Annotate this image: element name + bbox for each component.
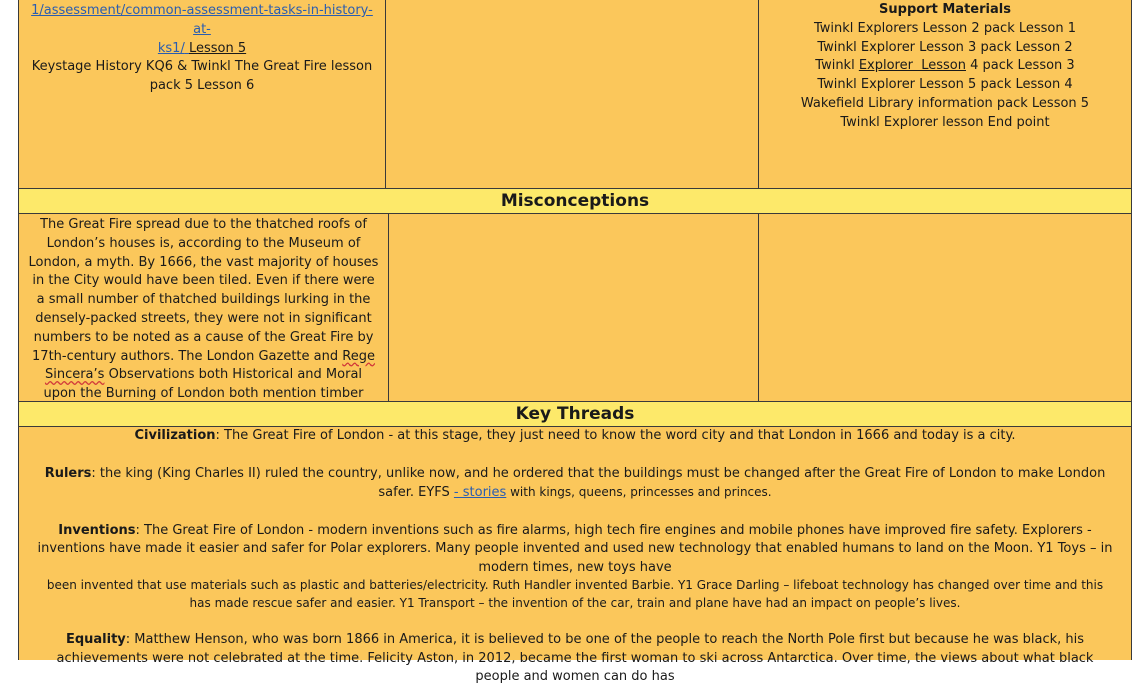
key-threads-title: Key Threads — [515, 404, 635, 424]
inventions-text: : The Great Fire of London - modern inventions such as fire alarms, high tech fire engines and mobile phones have improved fire safety. Explorers - inventions have made it easier and safer for Polar explorers. Many people invented and used new technology that enabled humans to land on the Moon. Y1 Toys – in modern times, new toys have — [37, 522, 1113, 575]
equality-term: Equality — [65, 632, 126, 647]
document-table — [18, 0, 1132, 684]
support-item: Twinkl Explorer lesson End point — [840, 114, 1050, 130]
equality-thread — [19, 631, 1131, 687]
support-item-3 — [759, 57, 1131, 76]
misconceptions-heading — [19, 189, 1131, 214]
resources-row — [19, 0, 1131, 189]
rulers-thread — [19, 465, 1131, 503]
inventions-thread-small: been invented that use materials such as plastic and batteries/electricity. Ruth Handler invented Barbie. Y1 Grace Darling – lifeboat technology has changed over time and this has made rescue safer and easier. Y1 Transport – the invention of the car, train and plane have had an impact on people’s lives. — [46, 578, 1104, 610]
lesson5-label: Lesson 5 — [188, 40, 247, 56]
support-materials-cell — [759, 0, 1131, 188]
rulers-term: Rulers — [44, 465, 92, 481]
inventions-term: Inventions — [58, 522, 136, 538]
support-materials-title: Support Materials — [879, 2, 1011, 17]
misspelt-name: Rege Sincera’s — [44, 348, 375, 383]
support-item: Twinkl Explorer Lesson 3 pack Lesson 2 — [817, 39, 1073, 55]
misconceptions-cell-middle — [389, 214, 759, 401]
keystage-line: Keystage History KQ6 & Twinkl The Great Fire lesson — [31, 59, 373, 75]
civilization-thread — [19, 427, 1131, 446]
support-item-3-post: 4 pack Lesson 3 — [965, 58, 1075, 74]
resources-cell-middle — [386, 0, 759, 188]
equality-text: : Matthew Henson, who was born 1866 in America, it is believed to be one of the people to reach the North Pole first but because he was black, his achievements were not celebrated at the time. Felicity Aston, in 2012, became the first woman to ski across Antarctica. Over time, the views about what black people and women can do has — [56, 632, 1094, 684]
misconceptions-title: Misconceptions — [500, 191, 650, 211]
eyfs-stories-link[interactable]: - stories — [453, 485, 507, 500]
support-item: Wakefield Library information pack Lesson 5 — [800, 95, 1090, 111]
key-threads-content — [19, 427, 1131, 684]
assessment-link-line2: ks1/ — [157, 40, 185, 56]
misconceptions-cell-right — [759, 214, 1131, 401]
misconceptions-row — [19, 214, 1131, 402]
support-item-3-pre: Twinkl — [815, 58, 859, 74]
misconception-text: The Great Fire spread due to the thatched roofs of London’s houses is, according to the Museum of London, a myth. By 1666, the vast majority of houses in the City would have been tiled. Even if there were a small number of thatched buildings lurking in the densely-packed streets, they were not in significant numbers to be noted as a cause of the Great Fire by 17th-century authors. The London Gazette and — [28, 217, 379, 364]
civilization-text: : The Great Fire of London - at this stage, they just need to know the word city and that London in 1666 and today is a city. — [215, 428, 1016, 443]
inventions-thread — [19, 522, 1131, 578]
pack5-line: pack 5 Lesson 6 — [149, 78, 255, 94]
rulers-text: : the king (King Charles II) ruled the country, unlike now, and he ordered that the buildings must be changed after the Great Fire of London to make London safer. EYFS — [91, 465, 1106, 500]
resources-cell-left — [19, 0, 386, 188]
support-item: Twinkl Explorers Lesson 2 pack Lesson 1 — [813, 20, 1077, 36]
support-item: Twinkl Explorer Lesson 5 pack Lesson 4 — [817, 77, 1073, 93]
rulers-small-text: with kings, queens, princesses and princes. — [506, 485, 772, 499]
lesson5-line — [29, 2, 375, 58]
support-item-3-underlined: Explorer Lesson — [858, 58, 966, 74]
key-threads-heading — [19, 402, 1131, 427]
misconceptions-cell-left — [19, 214, 389, 401]
assessment-link-line1: 1/assessment/common-assessment-tasks-in-history-at- — [31, 3, 373, 37]
civilization-term: Civilization — [134, 428, 216, 443]
misconception-text-end: Observations both Historical and Moral upon the Burning of London both mention timber — [43, 367, 364, 402]
